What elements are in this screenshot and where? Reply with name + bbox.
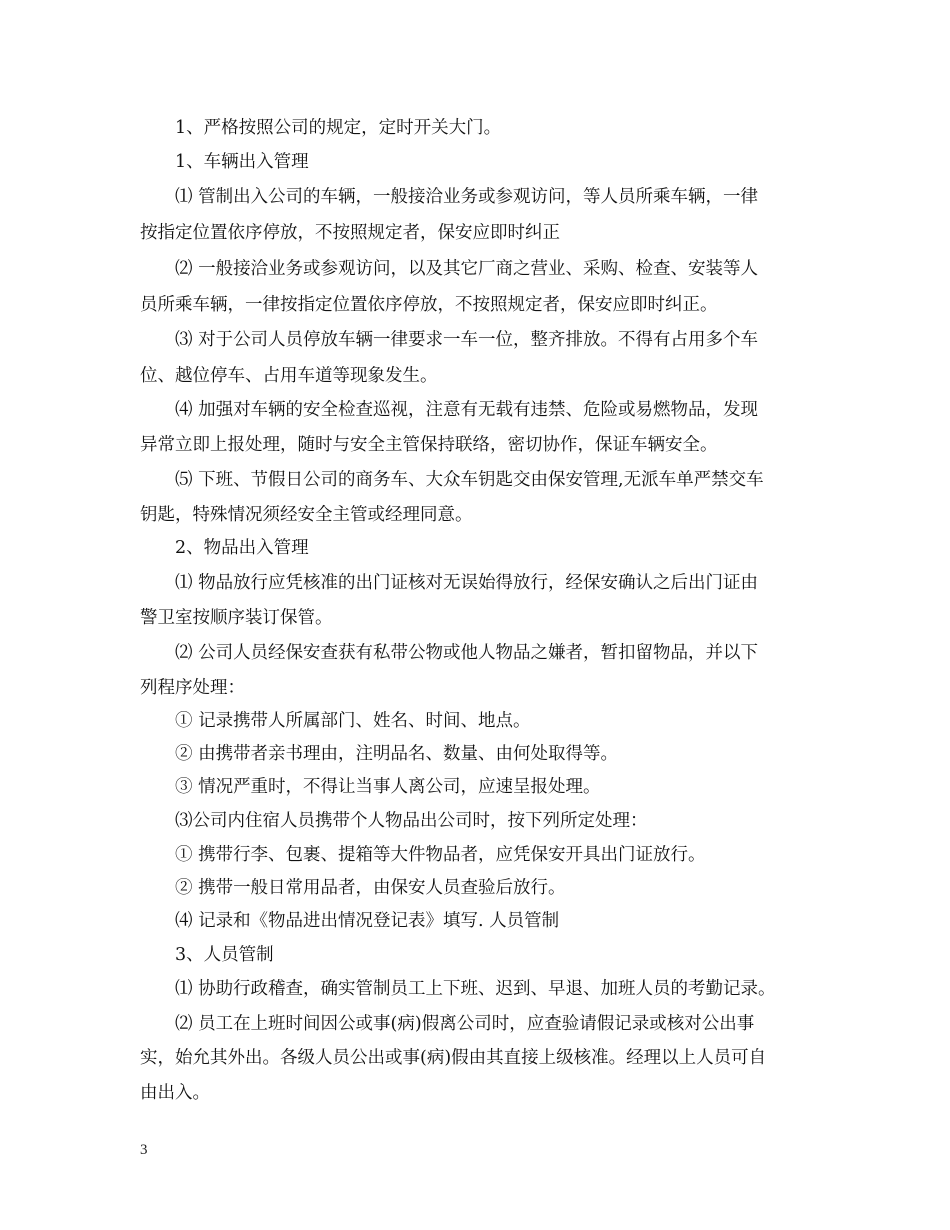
text-line: ⑶ 对于公司人员停放车辆一律要求一车一位，整齐排放。不得有占用多个车 [175,330,759,350]
text-line: ⑵ 一般接洽业务或参观访问，以及其它厂商之营业、采购、检查、安装等人 [175,259,759,279]
text-line: ⑷ 加强对车辆的安全检查巡视，注意有无载有违禁、危险或易燃物品，发现 [175,400,759,420]
text-line: ① 记录携带人所属部门、姓名、时间、地点。 [175,711,531,731]
text-line: ⑵ 公司人员经保安查获有私带公物或他人物品之嫌者，暂扣留物品，并以下 [175,643,759,663]
text-line: ② 由携带者亲书理由，注明品名、数量、由何处取得等。 [175,744,619,764]
text-line: 警卫室按顺序装订保管。 [140,608,333,628]
text-line: 由出入。 [140,1083,210,1103]
text-line: 位、越位停车、占用车道等现象发生。 [140,366,438,386]
text-line: ⑴ 管制出入公司的车辆，一般接洽业务或参观访问，等人员所乘车辆，一律 [175,187,759,207]
section-heading: 2、物品出入管理 [175,538,309,558]
text-line: ⑸ 下班、节假日公司的商务车、大众车钥匙交由保安管理,无派车单严禁交车 [175,470,764,490]
text-line: ⑴ 物品放行应凭核准的出门证核对无误始得放行，经保安确认之后出门证由 [175,573,759,593]
section-heading: 1、车辆出入管理 [175,152,309,172]
text-line: ⑷ 记录和《物品进出情况登记表》填写. 人员管制 [175,911,560,931]
text-line: ⑶公司内住宿人员携带个人物品出公司时，按下列所定处理： [175,811,648,831]
text-line: ⑴ 协助行政稽查，确实管制员工上下班、迟到、早退、加班人员的考勤记录。 [175,979,776,999]
text-line: 实，始允其外出。各级人员公出或事(病)假由其直接上级核准。经理以上人员可自 [140,1048,767,1068]
text-line: 异常立即上报处理，随时与安全主管保持联络，密切协作，保证车辆安全。 [140,435,718,455]
section-heading: 3、人员管制 [175,945,274,965]
text-line: ⑵ 员工在上班时间因公或事(病)假离公司时，应查验请假记录或核对公出事 [175,1014,755,1034]
text-line: ① 携带行李、包裹、提箱等大件物品者，应凭保安开具出门证放行。 [175,845,706,865]
text-line: 列程序处理： [140,678,245,698]
text-line: ② 携带一般日常用品者，由保安人员查验后放行。 [175,878,566,898]
page-number: 3 [140,1142,148,1158]
text-line: 1、严格按照公司的规定，定时开关大门。 [175,118,502,138]
text-line: 钥匙，特殊情况须经安全主管或经理同意。 [140,505,473,525]
text-line: ③ 情况严重时，不得让当事人离公司，应速呈报处理。 [175,777,601,797]
text-line: 员所乘车辆，一律按指定位置依序停放，不按照规定者，保安应即时纠正。 [140,295,718,315]
text-line: 按指定位置依序停放，不按照规定者，保安应即时纠正 [140,223,560,243]
